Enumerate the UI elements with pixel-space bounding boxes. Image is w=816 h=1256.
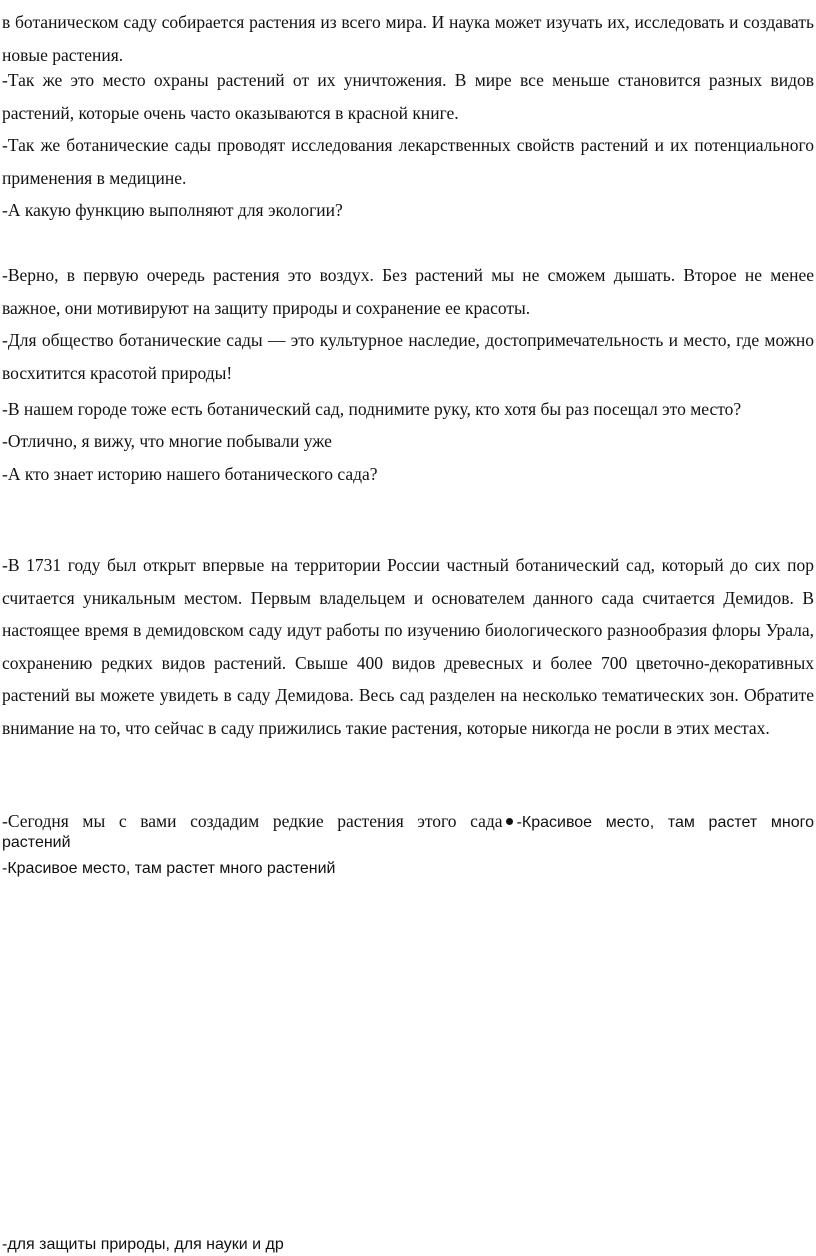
mixed-line-sans: -Красивое место, там растет много <box>516 814 814 831</box>
bullet-icon <box>506 818 513 825</box>
paragraph-8: -Отлично, я вижу, что многие побывали уже <box>2 431 332 451</box>
paragraph-2: -Так же это место охраны растений от их уничтожения. В мире все меньше становится разных видов растений, которые очень часто оказываются в красной книге. <box>2 70 814 123</box>
paragraph-3: -Так же ботанические сады проводят исследования лекарственных свойств растений и их потенциального применения в медицине. <box>2 135 814 188</box>
mixed-line-row-1 <box>2 811 814 833</box>
answer-line: -Красивое место, там растет много растений <box>2 860 336 877</box>
paragraph-9: -А кто знает историю нашего ботанического сада? <box>2 464 378 484</box>
mixed-line-serif: -Сегодня мы с вами создадим редкие растения этого сада <box>2 811 503 831</box>
paragraph-7: -В нашем городе тоже есть ботанический сад, поднимите руку, кто хотя бы раз посещал это место? <box>2 399 742 419</box>
paragraph-10: -В 1731 году был открыт впервые на территории России частный ботанический сад, который до сих пор считается уникальным местом. Первым владельцем и основателем данного сада считается Демидов. В настоящее время в демидовском саду идут работы по изучению биологического разнообразия флоры Урала, сохранению редких видов растений. Свыше 400 видов древесных и более 700 цветочно-декоративных растений вы можете увидеть в саду Демидова. Весь сад разделен на несколько тематических зон. Обратите внимание на то, что сейчас в саду прижились такие растения, которые никогда не росли в этих местах. <box>2 555 814 738</box>
paragraph-1: в ботаническом саду собирается растения из всего мира. И наука может изучать их, исследовать и создавать новые растения. <box>2 12 814 65</box>
footer-line: -для защиты природы, для науки и др <box>2 1236 284 1253</box>
paragraph-6: -Для общество ботанические сады — это культурное наследие, достопримечательность и место, где можно восхитится красотой природы! <box>2 330 814 383</box>
paragraph-4: -А какую функцию выполняют для экологии? <box>2 200 343 220</box>
mixed-line-row-2: растений <box>2 834 71 851</box>
paragraph-5: -Верно, в первую очередь растения это воздух. Без растений мы не сможем дышать. Второе не менее важное, они мотивируют на защиту природы и сохранение ее красоты. <box>2 265 814 318</box>
mixed-line <box>2 811 814 853</box>
